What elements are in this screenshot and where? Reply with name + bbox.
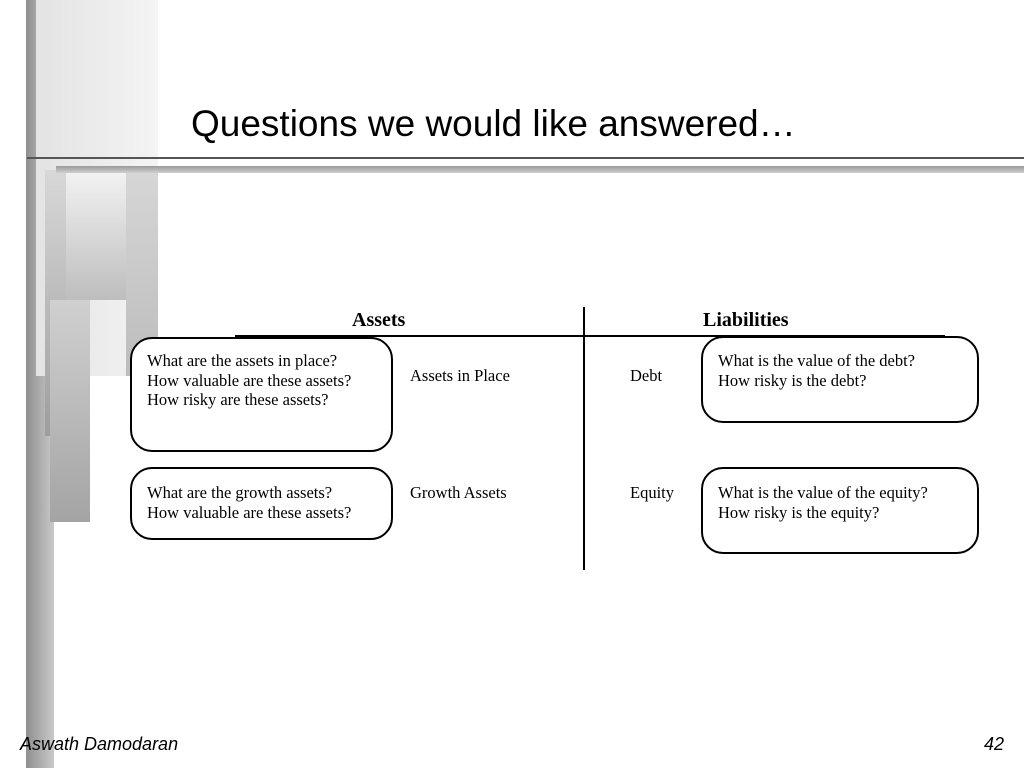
debt-label: Debt [630, 366, 663, 385]
question-line: How valuable are these assets? [147, 370, 352, 390]
assets-header: Assets [352, 309, 406, 331]
question-line: What is the value of the debt? [718, 351, 916, 370]
decorative-block-low [50, 300, 90, 522]
growth-assets-questions [147, 483, 351, 522]
decorative-block-inner [66, 172, 126, 300]
slide-title: Questions we would like answered… [191, 103, 796, 144]
debt-questions [718, 351, 915, 390]
equity-label: Equity [630, 483, 674, 502]
footer-author: Aswath Damodaran [20, 734, 179, 754]
question-line: What are the growth assets? [147, 483, 333, 502]
question-line: What are the assets in place? [147, 351, 338, 370]
title-divider-thin [27, 157, 1024, 159]
assets-in-place-label: Assets in Place [410, 366, 510, 385]
liabilities-header: Liabilities [703, 309, 789, 331]
growth-assets-label: Growth Assets [410, 483, 507, 502]
page-number: 42 [983, 734, 1004, 754]
question-line: How valuable are these assets? [147, 502, 352, 522]
title-divider-thick [56, 166, 1024, 173]
assets-in-place-questions [147, 351, 351, 410]
question-line: How risky is the debt? [718, 370, 867, 390]
vertical-divider [583, 307, 585, 570]
question-line: How risky is the equity? [718, 502, 880, 522]
question-line: How risky are these assets? [147, 390, 329, 409]
question-line: What is the value of the equity? [718, 483, 928, 502]
equity-questions [718, 483, 928, 522]
